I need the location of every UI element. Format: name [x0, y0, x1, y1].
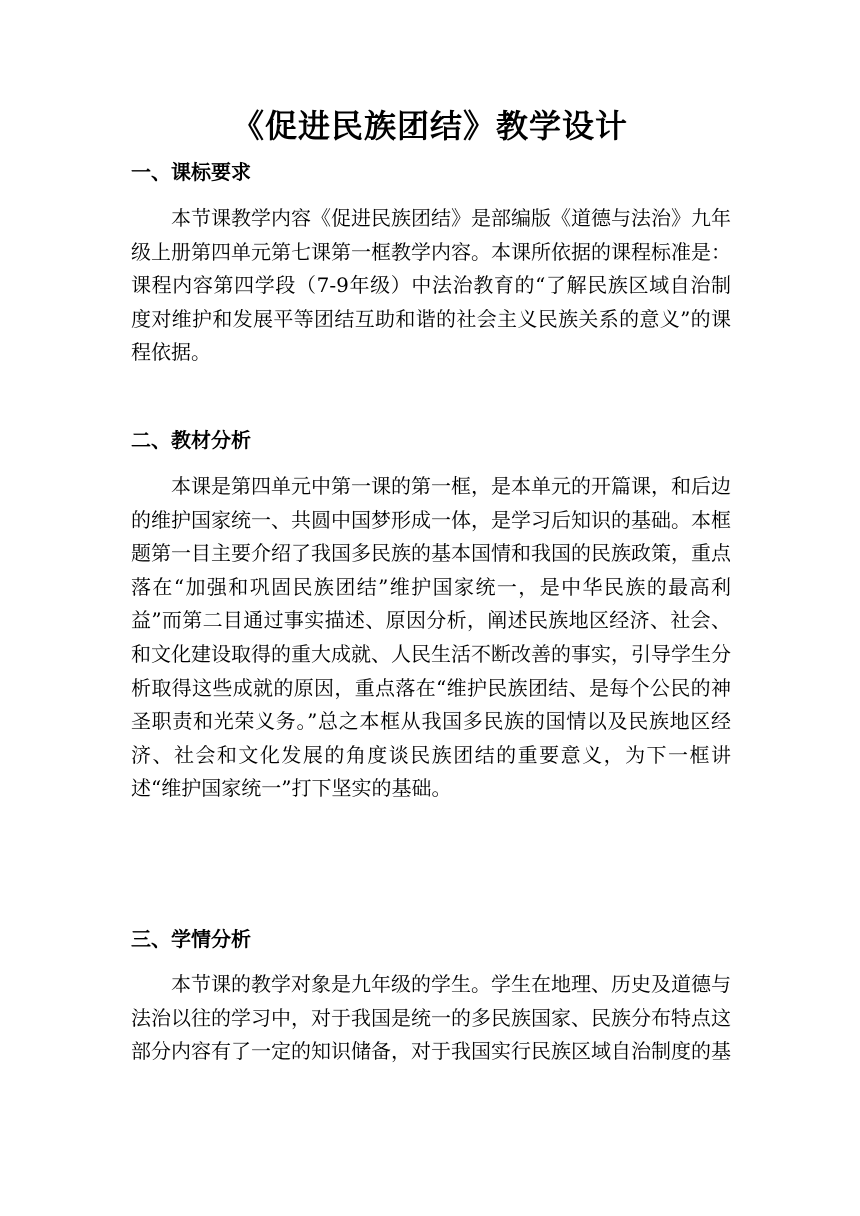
section-paragraph-curriculum: 本节课教学内容《促进民族团结》是部编版《道德与法治》九年级上册第四单元第七课第一框教学内容。本课所依据的课程标准是：课程内容第四学段（7-9年级）中法治教育的“了解民族区域自治制度对维护和发展平等团结互助和谐的社会主义民族关系的意义”的课程依据。: [131, 206, 731, 365]
section-heading-student-analysis: 三、学情分析: [131, 927, 251, 951]
section-paragraph-student-analysis: 本节课的教学对象是九年级的学生。学生在地理、历史及道德与法治以往的学习中，对于我国是统一的多民族国家、民族分布特点这部分内容有了一定的知识储备，对于我国实行民族区域自治制度的基: [131, 972, 731, 1064]
section-heading-curriculum: 一、课标要求: [131, 160, 251, 184]
document-title: 《促进民族团结》教学设计: [231, 107, 628, 145]
section-heading-textbook-analysis: 二、教材分析: [131, 428, 251, 452]
section-paragraph-textbook-analysis: 本课是第四单元中第一课的第一框，是本单元的开篇课，和后边的维护国家统一、共圆中国梦形成一体，是学习后知识的基础。本框题第一目主要介绍了我国多民族的基本国情和我国的民族政策，重点落在“加强和巩固民族团结”维护国家统一，是中华民族的最高利益”而第二目通过事实描述、原因分析，阐述民族地区经济、社会、和文化建设取得的重大成就、人民生活不断改善的事实，引导学生分析取得这些成就的原因，重点落在“维护民族团结、是每个公民的神圣职责和光荣义务。”总之本框从我国多民族的国情以及民族地区经济、社会和文化发展的角度谈民族团结的重要意义，为下一框讲述“维护国家统一”打下坚实的基础。: [131, 474, 731, 801]
